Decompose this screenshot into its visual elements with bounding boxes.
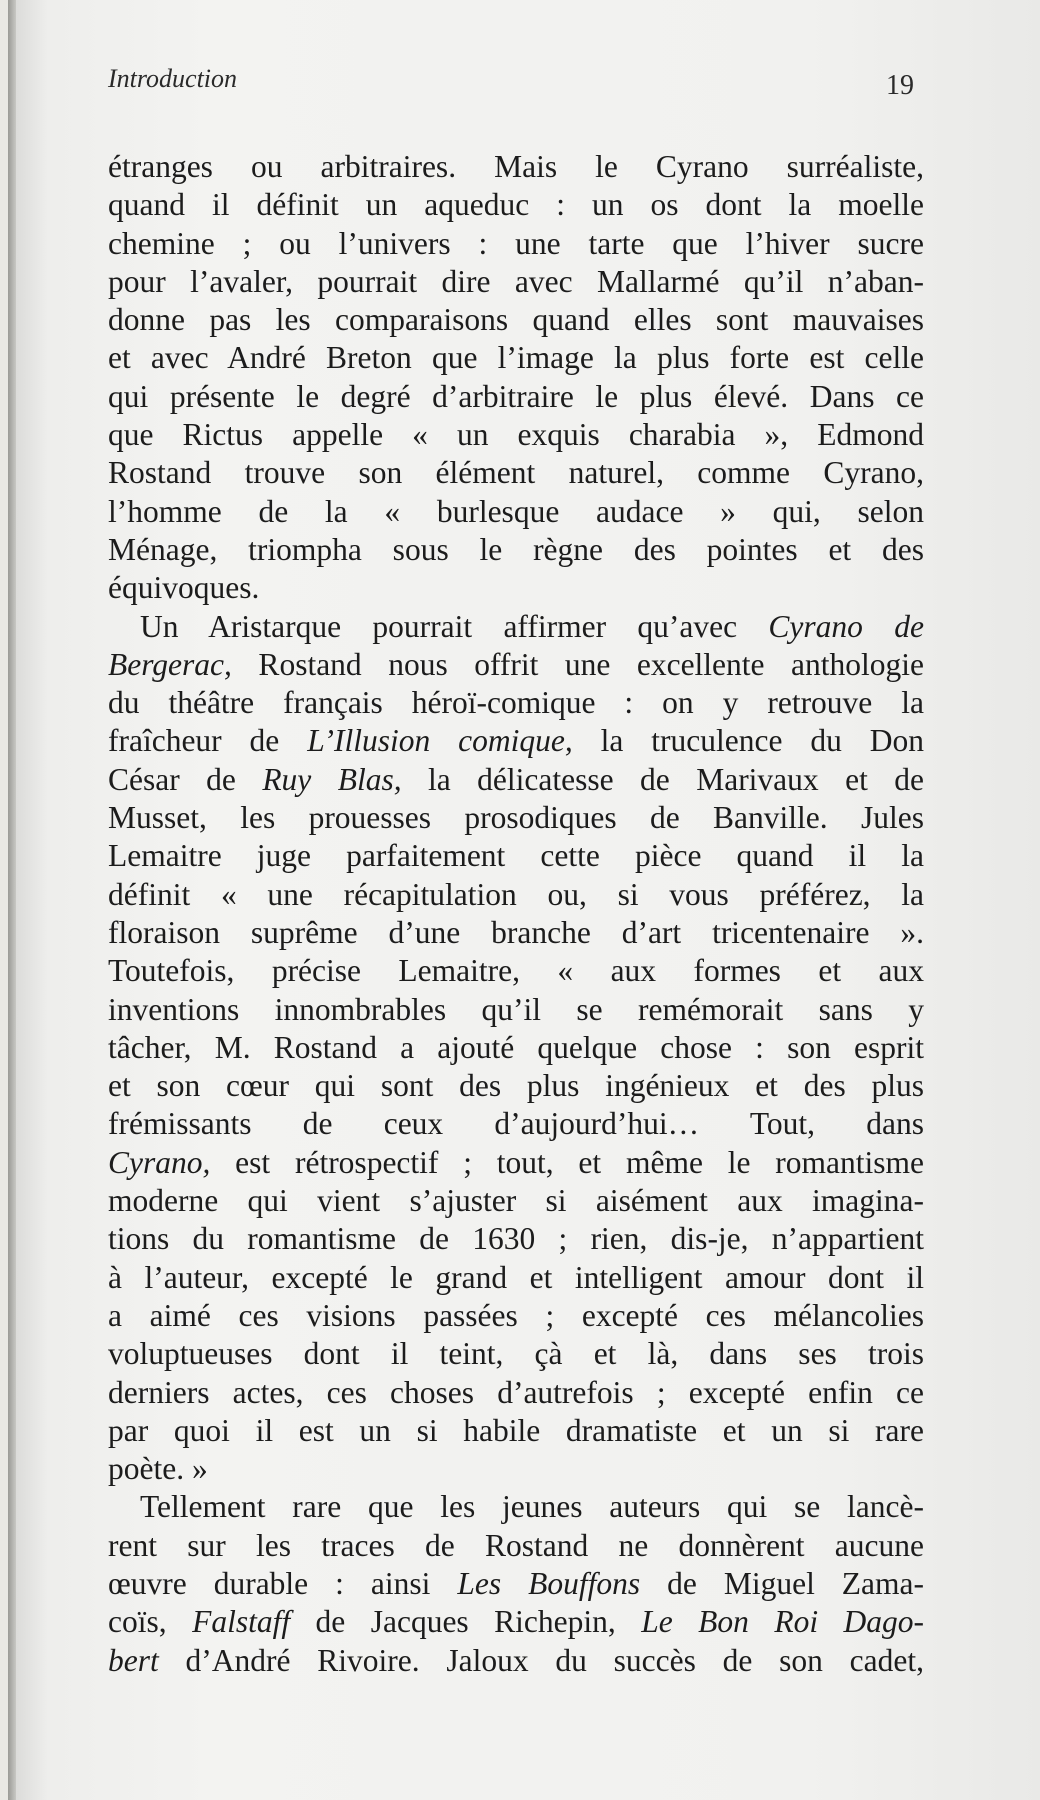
text-line	[108, 1642, 924, 1680]
text-line: étranges ou arbitraires. Mais le Cyrano surréaliste,	[108, 149, 924, 184]
text-line: frémissants de ceux d’aujourd’hui… Tout, dans	[108, 1106, 924, 1142]
text-line: qui présente le degré d’arbitraire le plus élevé. Dans ce	[108, 378, 924, 414]
text-segment: fraîcheur de	[108, 723, 308, 759]
text-line: voluptueuses dont il teint, çà et là, dans ses trois	[108, 1336, 924, 1372]
text-line: pour l’avaler, pourrait dire avec Mallarmé qu’il n’aban-	[108, 263, 924, 299]
text-line: inventions innombrables qu’il se remémorait sans y	[108, 991, 924, 1027]
text-segment: d’André Rivoire. Jaloux du succès de son cadet,	[158, 1642, 924, 1678]
page-gutter-shadow	[8, 0, 16, 1800]
text-line: Tellement rare que les jeunes auteurs qui se lancè-	[140, 1489, 924, 1525]
text-line: chemine ; ou l’univers : une tarte que l’hiver sucre	[108, 225, 924, 261]
text-line	[108, 1603, 924, 1641]
text-segment: coïs,	[108, 1604, 193, 1640]
text-line	[108, 608, 924, 646]
italic-text: Cyrano,	[108, 1144, 211, 1180]
text-line: et avec André Breton que l’image la plus forte est celle	[108, 340, 924, 376]
text-line: a aimé ces visions passées ; excepté ces mélancolies	[108, 1297, 924, 1333]
italic-text: L’Illusion comique,	[307, 723, 573, 759]
text-segment: œuvre durable : ainsi	[108, 1565, 458, 1601]
text-line	[108, 1565, 924, 1603]
text-line	[108, 1144, 924, 1182]
text-line: du théâtre français héroï-comique : on y retrouve la	[108, 685, 924, 721]
text-line: quand il définit un aqueduc : un os dont la moelle	[108, 187, 924, 223]
italic-text: Le Bon Roi Dago-	[641, 1604, 924, 1640]
text-line: Ménage, triompha sous le règne des pointes et des	[108, 531, 924, 567]
text-line: derniers actes, ces choses d’autrefois ; excepté enfin ce	[108, 1374, 924, 1410]
italic-text: Bergerac,	[108, 646, 232, 682]
text-line: l’homme de la « burlesque audace » qui, selon	[108, 493, 924, 529]
text-segment: Rostand nous offrit une excellente anthologie	[231, 646, 924, 682]
text-line: que Rictus appelle « un exquis charabia », Edmond	[108, 417, 924, 453]
text-line	[108, 722, 924, 760]
text-segment: la truculence du Don	[572, 723, 924, 759]
text-segment: la délicatesse de Marivaux et de	[401, 761, 924, 797]
text-segment: César de	[108, 761, 263, 797]
italic-text: bert	[108, 1642, 159, 1678]
page-number: 19	[886, 70, 914, 101]
text-line: moderne qui vient s’ajuster si aisément aux imagina-	[108, 1183, 924, 1219]
text-line: par quoi il est un si habile dramatiste et un si rare	[108, 1412, 924, 1448]
text-segment: est rétrospectif ; tout, et même le romantisme	[210, 1144, 924, 1180]
italic-text: Cyrano de	[768, 608, 924, 644]
text-line: donne pas les comparaisons quand elles sont mauvaises	[108, 302, 924, 338]
text-line	[108, 761, 924, 799]
text-segment: de Jacques Richepin,	[290, 1604, 642, 1640]
text-line: définit « une récapitulation ou, si vous préférez, la	[108, 876, 924, 912]
text-segment: de Miguel Zama-	[640, 1565, 924, 1601]
text-line: tâcher, M. Rostand a ajouté quelque chose : son esprit	[108, 1029, 924, 1065]
text-line: à l’auteur, excepté le grand et intelligent amour dont il	[108, 1259, 924, 1295]
text-line: tions du romantisme de 1630 ; rien, dis-je, n’appartient	[108, 1221, 924, 1257]
text-line: et son cœur qui sont des plus ingénieux et des plus	[108, 1068, 924, 1104]
running-head: Introduction	[108, 64, 238, 93]
italic-text: Falstaff	[192, 1604, 291, 1640]
body-text	[108, 148, 924, 1680]
text-line: Musset, les prouesses prosodiques de Banville. Jules	[108, 800, 924, 836]
text-segment: Un Aristarque pourrait affirmer qu’avec	[140, 608, 769, 644]
text-line: Toutefois, précise Lemaitre, « aux formes et aux	[108, 953, 924, 989]
text-line: rent sur les traces de Rostand ne donnèrent aucune	[108, 1527, 924, 1563]
text-line: Lemaitre juge parfaitement cette pièce quand il la	[108, 838, 924, 874]
text-line: poète. »	[108, 1451, 208, 1487]
text-line: floraison suprême d’une branche d’art tricentenaire ».	[108, 914, 924, 950]
italic-text: Les Bouffons	[457, 1565, 641, 1601]
italic-text: Ruy Blas,	[262, 761, 402, 797]
text-line: équivoques.	[108, 570, 260, 606]
text-line	[108, 646, 924, 684]
text-line: Rostand trouve son élément naturel, comme Cyrano,	[108, 455, 924, 491]
